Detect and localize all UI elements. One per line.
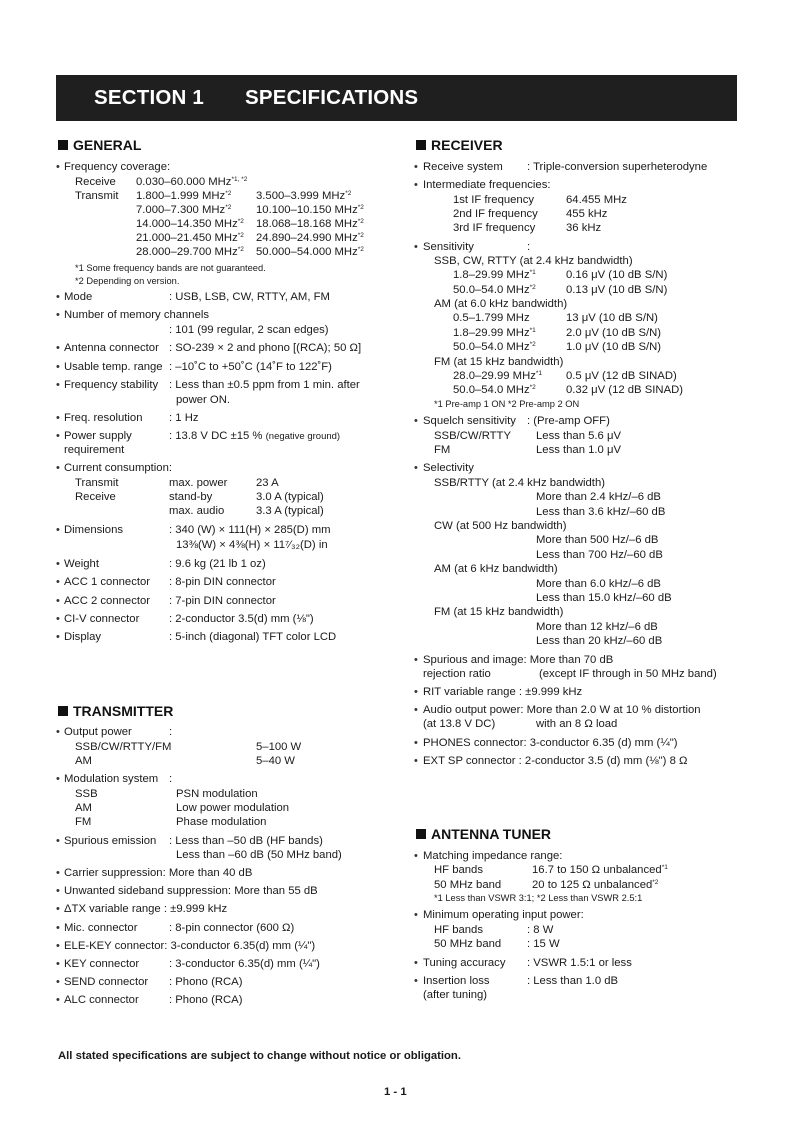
spec-label: FM bbox=[75, 816, 92, 828]
spec-label: ACC 1 connector bbox=[64, 576, 151, 588]
spec-value: 64.455 MHz bbox=[566, 194, 627, 206]
bullet-icon: • bbox=[414, 975, 418, 987]
spec-value: : 15 W bbox=[527, 938, 560, 950]
spec-label: CI-V connector bbox=[64, 613, 140, 625]
spec-value: : Phono (RCA) bbox=[169, 976, 243, 988]
spec-value: 5–40 W bbox=[256, 755, 295, 767]
spec-value: 5–100 W bbox=[256, 741, 302, 753]
bullet-icon: • bbox=[56, 524, 60, 536]
footnote: *2 Depending on version. bbox=[75, 276, 180, 286]
spec-value: 36 kHz bbox=[566, 222, 602, 234]
bullet-icon: • bbox=[56, 309, 60, 321]
spec-label: Frequency coverage: bbox=[64, 161, 171, 173]
spec-value: 28.000–29.700 MHz$^{*2}$ bbox=[136, 246, 244, 258]
spec-label: Minimum operating input power: bbox=[423, 909, 584, 921]
bullet-icon: • bbox=[56, 558, 60, 570]
spec-value: Low power modulation bbox=[176, 802, 290, 814]
spec-line: ΔTX variable range : ±9.999 kHz bbox=[64, 903, 228, 915]
bullet-icon: • bbox=[414, 415, 418, 427]
spec-value: : 13.8 V DC ±15 % (negative ground) bbox=[169, 430, 341, 442]
spec-label: Usable temp. range bbox=[64, 361, 163, 373]
bullet-icon: • bbox=[56, 412, 60, 424]
spec-value: : Less than –50 dB (HF bands) bbox=[169, 835, 323, 847]
bullet-icon: • bbox=[56, 595, 60, 607]
spec-label: stand-by bbox=[169, 491, 213, 503]
spec-colon: : bbox=[527, 241, 531, 253]
spec-label: (after tuning) bbox=[423, 989, 488, 1001]
spec-value: : 8 W bbox=[527, 924, 554, 936]
spec-line: RIT variable range : ±9.999 kHz bbox=[423, 686, 583, 698]
spec-value: 10.100–10.150 MHz$^{*2}$ bbox=[256, 204, 364, 216]
spec-label: Mode bbox=[64, 291, 93, 303]
spec-label: ACC 2 connector bbox=[64, 595, 151, 607]
bullet-icon: • bbox=[56, 631, 60, 643]
spec-label: SSB/CW/RTTY bbox=[434, 430, 511, 442]
spec-value: : USB, LSB, CW, RTTY, AM, FM bbox=[169, 291, 330, 303]
spec-label: 50.0–54.0 MHz$^{*2}$ bbox=[453, 341, 536, 353]
spec-value: 3.500–3.999 MHz$^{*2}$ bbox=[256, 190, 352, 202]
bullet-icon: • bbox=[414, 909, 418, 921]
bullet-icon: • bbox=[56, 361, 60, 373]
spec-label: Selectivity bbox=[423, 462, 474, 474]
bullet-icon: • bbox=[56, 958, 60, 970]
spec-value: : 9.6 kg (21 lb 1 oz) bbox=[169, 558, 266, 570]
spec-value: : 8-pin DIN connector bbox=[169, 576, 276, 588]
spec-line: Carrier suppression: More than 40 dB bbox=[64, 867, 253, 879]
spec-value: : (Pre-amp OFF) bbox=[527, 415, 610, 427]
spec-value: Less than 700 Hz/–60 dB bbox=[536, 549, 663, 561]
page-title: SPECIFICATIONS bbox=[245, 86, 419, 109]
spec-value: 13⅜(W) × 4⅜(H) × 11⁷⁄₃₂(D) in bbox=[176, 539, 328, 551]
spec-value: 23 A bbox=[256, 477, 279, 489]
spec-label: Insertion loss bbox=[423, 975, 490, 987]
spec-label: Transmit bbox=[75, 190, 119, 202]
spec-value: 16.7 to 150 Ω unbalanced$^{*1}$ bbox=[532, 864, 668, 876]
spec-value: 24.890–24.990 MHz$^{*2}$ bbox=[256, 232, 364, 244]
spec-label: AM bbox=[75, 802, 92, 814]
spec-label: Number of memory channels bbox=[64, 309, 210, 321]
bullet-icon: • bbox=[414, 755, 418, 767]
spec-label: 2nd IF frequency bbox=[453, 208, 538, 220]
spec-label: Receive bbox=[75, 176, 116, 188]
bullet-icon: • bbox=[56, 613, 60, 625]
spec-label: FM bbox=[434, 444, 451, 456]
spec-value: : 3-conductor 6.35(d) mm (¼") bbox=[169, 958, 320, 970]
spec-value: : Less than ±0.5 ppm from 1 min. after bbox=[169, 379, 360, 391]
spec-label: Frequency stability bbox=[64, 379, 159, 391]
bullet-icon: • bbox=[414, 462, 418, 474]
bullet-icon: • bbox=[56, 291, 60, 303]
footnote: *1 Some frequency bands are not guaranteed. bbox=[75, 263, 266, 273]
spec-value: 0.13 μV (10 dB S/N) bbox=[566, 284, 668, 296]
spec-value: power ON. bbox=[176, 394, 230, 406]
spec-label: 50 MHz band bbox=[434, 938, 502, 950]
spec-value: 7.000–7.300 MHz$^{*2}$ bbox=[136, 204, 232, 216]
footnote: *1 Pre-amp 1 ON *2 Pre-amp 2 ON bbox=[434, 399, 580, 409]
spec-label: HF bands bbox=[434, 924, 483, 936]
spec-value: 2.0 μV (10 dB S/N) bbox=[566, 327, 662, 339]
spec-line: PHONES connector: 3-conductor 6.35 (d) mm (¼") bbox=[423, 737, 678, 749]
square-bullet-icon bbox=[58, 140, 68, 150]
spec-value: 3.0 A (typical) bbox=[256, 491, 324, 503]
bullet-icon: • bbox=[414, 654, 418, 666]
spec-label: 28.0–29.99 MHz$^{*1}$ bbox=[453, 370, 543, 382]
spec-value: : 2-conductor 3.5(d) mm (⅛") bbox=[169, 613, 314, 625]
spec-value: : Triple-conversion superheterodyne bbox=[527, 161, 708, 173]
bullet-icon: • bbox=[56, 773, 60, 785]
spec-value: : VSWR 1.5:1 or less bbox=[527, 957, 632, 969]
spec-line: EXT SP connector : 2-conductor 3.5 (d) mm (⅛") 8 Ω bbox=[423, 755, 688, 767]
spec-label: ALC connector bbox=[64, 994, 139, 1006]
spec-subhead: AM (at 6.0 kHz bandwidth) bbox=[434, 298, 568, 310]
bullet-icon: • bbox=[56, 462, 60, 474]
spec-label: Freq. resolution bbox=[64, 412, 143, 424]
bullet-icon: • bbox=[56, 726, 60, 738]
spec-value: 0.32 μV (12 dB SINAD) bbox=[566, 384, 684, 396]
bullet-icon: • bbox=[414, 850, 418, 862]
spec-label: Spurious and image: More than 70 dB bbox=[423, 654, 614, 666]
spec-label: Tuning accuracy bbox=[423, 957, 506, 969]
spec-label: Weight bbox=[64, 558, 99, 570]
spec-value: 455 kHz bbox=[566, 208, 608, 220]
spec-value: Less than 5.6 μV bbox=[536, 430, 622, 442]
receiver-heading: RECEIVER bbox=[416, 137, 503, 153]
spec-subhead: FM (at 15 kHz bandwidth) bbox=[434, 606, 564, 618]
spec-subhead: SSB, CW, RTTY (at 2.4 kHz bandwidth) bbox=[434, 255, 633, 267]
bullet-icon: • bbox=[56, 342, 60, 354]
disclaimer: All stated specifications are subject to change without notice or obligation. bbox=[58, 1050, 461, 1062]
spec-label: 1.8–29.99 MHz$^{*1}$ bbox=[453, 269, 536, 281]
spec-value: Phase modulation bbox=[176, 816, 267, 828]
spec-value: Less than 3.6 kHz/–60 dB bbox=[536, 506, 666, 518]
bullet-icon: • bbox=[414, 704, 418, 716]
spec-value: 18.068–18.168 MHz$^{*2}$ bbox=[256, 218, 364, 230]
spec-value: : 340 (W) × 111(H) × 285(D) mm bbox=[169, 524, 331, 536]
section-title-bar bbox=[56, 75, 737, 121]
spec-label: Matching impedance range: bbox=[423, 850, 563, 862]
spec-label: Spurious emission bbox=[64, 835, 157, 847]
spec-label: Squelch sensitivity bbox=[423, 415, 516, 427]
bullet-icon: • bbox=[414, 241, 418, 253]
bullet-icon: • bbox=[56, 576, 60, 588]
spec-label: Receive bbox=[75, 491, 116, 503]
spec-value: Less than –60 dB (50 MHz band) bbox=[176, 849, 342, 861]
bullet-icon: • bbox=[56, 835, 60, 847]
spec-value: : 8-pin connector (600 Ω) bbox=[169, 922, 295, 934]
spec-label: Sensitivity bbox=[423, 241, 474, 253]
spec-label: Receive system bbox=[423, 161, 503, 173]
page-number: 1 - 1 bbox=[384, 1086, 407, 1098]
spec-value: 21.000–21.450 MHz$^{*2}$ bbox=[136, 232, 244, 244]
spec-value: More than 12 kHz/–6 dB bbox=[536, 621, 658, 633]
spec-value: Less than 20 kHz/–60 dB bbox=[536, 635, 663, 647]
bullet-icon: • bbox=[414, 737, 418, 749]
spec-value: 0.030–60.000 MHz$^{*1, *2}$ bbox=[136, 176, 248, 188]
spec-value: : Phono (RCA) bbox=[169, 994, 243, 1006]
footnote: *1 Less than VSWR 3:1; *2 Less than VSWR 2.5:1 bbox=[434, 893, 643, 903]
spec-colon: : bbox=[169, 773, 173, 785]
spec-value: More than 500 Hz/–6 dB bbox=[536, 534, 659, 546]
spec-value: Less than 15.0 kHz/–60 dB bbox=[536, 592, 672, 604]
spec-value: Less than 1.0 μV bbox=[536, 444, 622, 456]
spec-value: 50.000–54.000 MHz$^{*2}$ bbox=[256, 246, 364, 258]
spec-label: rejection ratio bbox=[423, 668, 491, 680]
spec-label: 50.0–54.0 MHz$^{*2}$ bbox=[453, 384, 536, 396]
bullet-icon: • bbox=[56, 161, 60, 173]
spec-label: 1st IF frequency bbox=[453, 194, 534, 206]
spec-value: 1.800–1.999 MHz$^{*2}$ bbox=[136, 190, 232, 202]
section-number: SECTION 1 bbox=[94, 86, 205, 109]
square-bullet-icon bbox=[416, 829, 426, 839]
spec-label: Display bbox=[64, 631, 102, 643]
spec-label: Power supply bbox=[64, 430, 132, 442]
spec-label: (at 13.8 V DC) bbox=[423, 718, 496, 730]
spec-label: SEND connector bbox=[64, 976, 149, 988]
spec-value: More than 6.0 kHz/–6 dB bbox=[536, 578, 661, 590]
spec-value: PSN modulation bbox=[176, 788, 258, 800]
bullet-icon: • bbox=[56, 885, 60, 897]
spec-label: Modulation system bbox=[64, 773, 159, 785]
spec-label: Mic. connector bbox=[64, 922, 138, 934]
spec-value: with an 8 Ω load bbox=[536, 718, 618, 730]
spec-label: Audio output power: More than 2.0 W at 10 % distortion bbox=[423, 704, 701, 716]
spec-label: max. power bbox=[169, 477, 228, 489]
bullet-icon: • bbox=[56, 922, 60, 934]
spec-label: 0.5–1.799 MHz bbox=[453, 312, 530, 324]
spec-label: 50 MHz band bbox=[434, 879, 502, 891]
spec-label: Antenna connector bbox=[64, 342, 159, 354]
spec-value: More than 2.4 kHz/–6 dB bbox=[536, 491, 661, 503]
spec-value: : –10˚C to +50˚C (14˚F to 122˚F) bbox=[169, 361, 332, 373]
spec-value: 14.000–14.350 MHz$^{*2}$ bbox=[136, 218, 244, 230]
spec-label: 1.8–29.99 MHz$^{*1}$ bbox=[453, 327, 536, 339]
spec-subhead: SSB/RTTY (at 2.4 kHz bandwidth) bbox=[434, 477, 605, 489]
spec-label: requirement bbox=[64, 444, 125, 456]
bullet-icon: • bbox=[56, 940, 60, 952]
spec-value: : 1 Hz bbox=[169, 412, 199, 424]
spec-value: 13 μV (10 dB S/N) bbox=[566, 312, 658, 324]
bullet-icon: • bbox=[56, 976, 60, 988]
spec-subhead: CW (at 500 Hz bandwidth) bbox=[434, 520, 567, 532]
square-bullet-icon bbox=[58, 706, 68, 716]
bullet-icon: • bbox=[414, 161, 418, 173]
spec-label: SSB bbox=[75, 788, 98, 800]
antenna-tuner-heading: ANTENNA TUNER bbox=[416, 826, 551, 842]
square-bullet-icon bbox=[416, 140, 426, 150]
bullet-icon: • bbox=[56, 994, 60, 1006]
bullet-icon: • bbox=[56, 379, 60, 391]
spec-value: : 101 (99 regular, 2 scan edges) bbox=[169, 324, 329, 336]
spec-value: 0.16 μV (10 dB S/N) bbox=[566, 269, 668, 281]
bullet-icon: • bbox=[56, 903, 60, 915]
spec-label: SSB/CW/RTTY/FM bbox=[75, 741, 172, 753]
spec-value: : 5-inch (diagonal) TFT color LCD bbox=[169, 631, 337, 643]
bullet-icon: • bbox=[414, 957, 418, 969]
spec-label: AM bbox=[75, 755, 92, 767]
spec-label: Intermediate frequencies: bbox=[423, 179, 551, 191]
bullet-icon: • bbox=[56, 867, 60, 879]
spec-value: : Less than 1.0 dB bbox=[527, 975, 619, 987]
transmitter-heading: TRANSMITTER bbox=[58, 703, 173, 719]
spec-line: ELE-KEY connector: 3-conductor 6.35(d) mm (¼") bbox=[64, 940, 316, 952]
spec-label: Output power bbox=[64, 726, 132, 738]
spec-value: 0.5 μV (12 dB SINAD) bbox=[566, 370, 677, 382]
spec-subhead: AM (at 6 kHz bandwidth) bbox=[434, 563, 558, 575]
spec-label: HF bands bbox=[434, 864, 483, 876]
general-heading: GENERAL bbox=[58, 137, 141, 153]
bullet-icon: • bbox=[414, 686, 418, 698]
spec-label: Current consumption: bbox=[64, 462, 172, 474]
spec-label: Dimensions bbox=[64, 524, 124, 536]
spec-line: Unwanted sideband suppression: More than 55 dB bbox=[64, 885, 318, 897]
spec-colon: : bbox=[169, 726, 173, 738]
spec-label: 50.0–54.0 MHz$^{*2}$ bbox=[453, 284, 536, 296]
bullet-icon: • bbox=[56, 430, 60, 442]
spec-value: 20 to 125 Ω unbalanced$^{*2}$ bbox=[532, 879, 659, 891]
spec-label: Transmit bbox=[75, 477, 119, 489]
spec-value: (except IF through in 50 MHz band) bbox=[539, 668, 717, 680]
spec-value: : 7-pin DIN connector bbox=[169, 595, 276, 607]
bullet-icon: • bbox=[414, 179, 418, 191]
spec-label: KEY connector bbox=[64, 958, 140, 970]
spec-label: max. audio bbox=[169, 505, 225, 517]
spec-value: : SO-239 × 2 and phono [(RCA); 50 Ω] bbox=[169, 342, 362, 354]
spec-label: 3rd IF frequency bbox=[453, 222, 536, 234]
spec-value: 1.0 μV (10 dB S/N) bbox=[566, 341, 662, 353]
spec-subhead: FM (at 15 kHz bandwidth) bbox=[434, 356, 564, 368]
spec-value: 3.3 A (typical) bbox=[256, 505, 324, 517]
